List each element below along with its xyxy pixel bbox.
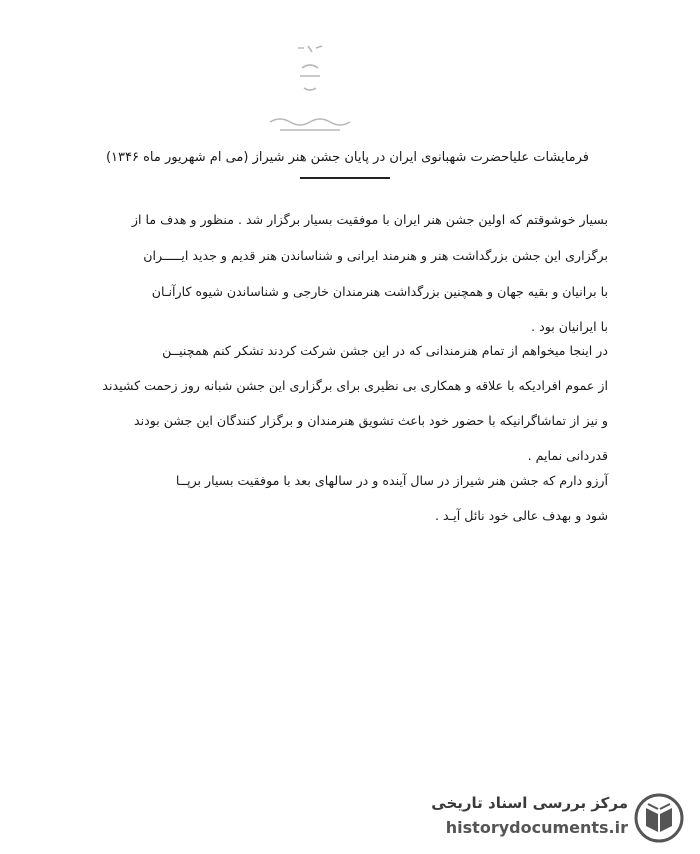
paragraph-1 [98, 212, 608, 342]
footer-website-link[interactable]: historydocuments.ir [445, 818, 628, 837]
book-emblem-icon [634, 792, 684, 844]
paragraph-line: با برانیان و بقیه جهان و همچنین بزرگداشت هنرمندان خارجی و شناساندن شیوه کارآنـان [151, 284, 608, 299]
letterhead-seal-icon [250, 38, 370, 148]
paragraph-line: در اینجا میخواهم از تمام هنرمندانی که در این جشن شرکت کردند تشکر کنم همچنیــن [162, 343, 608, 358]
paragraph-3 [98, 473, 608, 533]
paragraph-line: بسیار خوشوقتم که اولین جشن هنر ایران با موفقیت بسیار برگزار شد . منظور و هدف ما از [131, 212, 608, 227]
paragraph-2 [98, 343, 608, 473]
title-underline [300, 177, 390, 179]
paragraph-line: از عموم افرادیکه با علاقه و همکاری بی نظیری برای برگزاری این جشن شبانه روز زحمت کشیدند [102, 378, 608, 393]
paragraph-line: شود و بهدف عالی خود نائل آیـد . [434, 508, 608, 523]
document-title: فرمایشات علیاحضرت شهبانوی ایران در پایان جشن هنر شیراز (می ام شهریور ماه ۱۳۴۶) [105, 150, 590, 165]
paragraph-line: آرزو دارم که جشن هنر شیراز در سال آینده و در سالهای بعد با موفقیت بسیار برپــا [175, 473, 608, 488]
paragraph-line: برگزاری این جشن بزرگداشت هنر و هنرمند ایرانی و شناساندن هنر قدیم و جدید ایـــــران [143, 248, 608, 263]
paragraph-line: با ایرانیان بود . [531, 319, 608, 334]
footer-organization-name: مرکز بررسی اسناد تاریخی [431, 794, 628, 812]
paragraph-line: و نیز از تماشاگرانیکه با حضور خود باعث تشویق هنرمندان و برگزار کنندگان این جشن بودند [133, 413, 608, 428]
paragraph-line: قدردانی نمایم . [527, 448, 608, 463]
